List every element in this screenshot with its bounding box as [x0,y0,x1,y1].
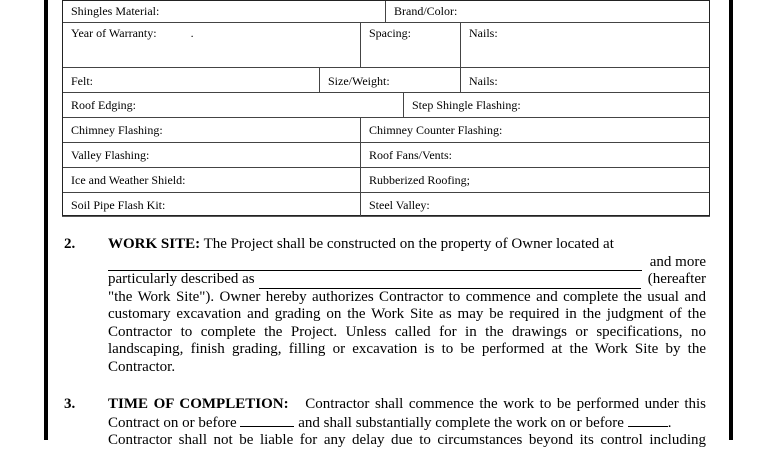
section-2-heading: WORK SITE: [108,236,201,252]
form-row-ice-weather [63,167,709,192]
work-site-description-blank[interactable] [259,276,641,289]
completion-date-blank[interactable] [628,414,668,427]
chimney-flashing-field[interactable]: Chimney Flashing: [71,123,163,137]
section-2-work-site: WORK SITE: The Project shall be constructed on the property of Owner located at and more particularly described as (hereafter "the Work Site"). Owner hereby authorizes Contractor to commence and complete the usual and customary excavation and grading on the Work Site as may be required in the judgment of the Contractor to complete the Project. Unless called for in the drawings or specifications, no landscaping, finish grading, filling or excavation is to be performed at the Work Site by the Contractor. [108,236,706,375]
size-weight-field[interactable]: Size/Weight: [319,68,460,92]
section-3-time-of-completion: TIME OF COMPLETION: Contractor shall commence the work to be performed under this Contract on or before and shall substantially complete the work on or before . Contractor shall not be liable for any delay due to circumstances beyond its control including [108,396,707,448]
roof-fans-vents-field[interactable]: Roof Fans/Vents: [360,143,709,167]
form-row-soil-pipe [63,192,709,216]
right-page-border [729,0,733,440]
left-page-border [44,0,48,440]
commence-date-blank[interactable] [240,414,294,427]
rubberized-roofing-field[interactable]: Rubberized Roofing; [360,168,709,192]
soil-pipe-flash-kit-field[interactable]: Soil Pipe Flash Kit: [71,198,166,212]
section-3-heading: TIME OF COMPLETION: [108,396,289,412]
form-row-roof-edging [63,92,709,117]
section-3-line-2: Contract on or before and shall substantially complete the work on or before . [108,414,672,431]
roof-edging-field[interactable]: Roof Edging: [71,98,136,112]
step-shingle-flashing-field[interactable]: Step Shingle Flashing: [403,93,709,117]
table-bottom-rule [62,216,710,217]
felt-field[interactable]: Felt: [71,74,94,88]
form-row-felt [63,67,709,92]
year-of-warranty-field[interactable]: Year of Warranty: . [71,26,194,40]
section-2-number: 2. [64,236,76,252]
section-2-line-1: WORK SITE: The Project shall be constructed on the property of Owner located at [108,236,614,252]
shingles-material-field[interactable]: Shingles Material: [71,4,160,18]
form-row-warranty [63,22,709,67]
chimney-counter-flashing-field[interactable]: Chimney Counter Flashing: [360,118,709,142]
nails-field-2[interactable]: Nails: [460,68,709,92]
work-site-location-blank[interactable] [108,258,642,271]
nails-field-1[interactable]: Nails: [460,23,709,67]
section-2-line-2: and more [108,254,706,272]
steel-valley-field[interactable]: Steel Valley: [360,193,709,216]
brand-color-field[interactable]: Brand/Color: [385,1,709,22]
section-3-line-1: TIME OF COMPLETION: Contractor shall commence the work to be performed under this [108,396,707,412]
valley-flashing-field[interactable]: Valley Flashing: [71,148,150,162]
spacing-field[interactable]: Spacing: [360,23,460,67]
ice-weather-shield-field[interactable]: Ice and Weather Shield: [71,173,186,187]
form-row-chimney [63,117,709,142]
section-3-number: 3. [64,396,76,412]
materials-form-table [62,0,710,216]
form-row-shingles [63,1,709,22]
section-2-line-3: particularly described as (hereafter [108,271,706,287]
form-row-valley [63,142,709,167]
